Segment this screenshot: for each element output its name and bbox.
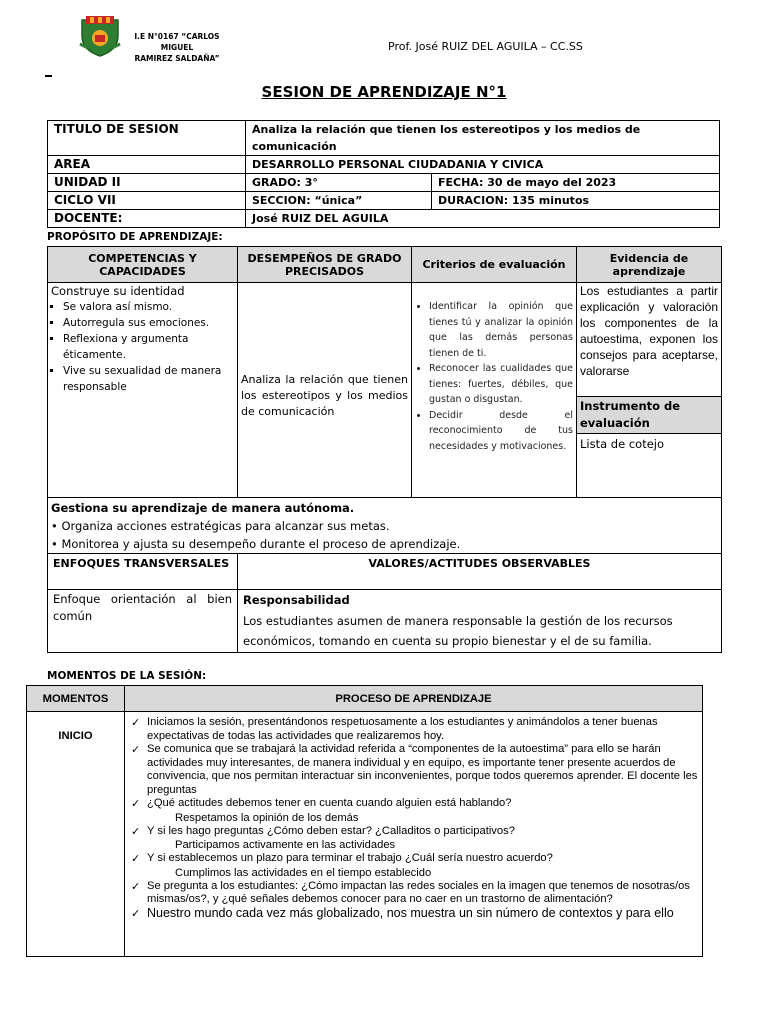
school-name xyxy=(127,31,227,64)
proceso-item xyxy=(129,852,698,880)
check-icon: ✓ xyxy=(131,906,141,920)
school-name-line2: RAMIREZ SALDAÑA” xyxy=(134,54,220,63)
proposito-label: PROPÓSITO DE APRENDIZAJE: xyxy=(47,231,223,243)
fecha-value: FECHA: 30 de mayo del 2023 xyxy=(432,174,720,192)
docente-label: DOCENTE: xyxy=(48,210,246,228)
evidencia-text: Los estudiantes a partir explicación y valoración los componentes de la autoestima, exponen los consejos para aceptarse, valorarse xyxy=(580,284,718,378)
proceso-item-text: Se comunica que se trabajará la actividad referida a “componentes de la autoestima” para ello se harán actividades muy interesantes, de manera individual y en equipo, es importante tener presente acuerdos de convivencia, que nos permitan interactuar sin inconvenientes, porque todos queremos aprender. El docente les preguntas xyxy=(147,743,698,796)
proceso-item xyxy=(129,907,698,921)
proceso-item xyxy=(129,880,698,907)
valor-cell xyxy=(238,590,722,653)
valores-label: VALORES/ACTITUDES OBSERVABLES xyxy=(238,554,722,590)
check-icon: ✓ xyxy=(131,716,141,729)
header-criterios: Criterios de evaluación xyxy=(412,247,577,283)
inicio-row xyxy=(27,712,703,957)
professor-name: Prof. José RUIZ DEL AGUILA – CC.SS xyxy=(388,40,583,53)
proceso-item xyxy=(129,825,698,853)
check-icon: ✓ xyxy=(131,879,141,893)
proceso-item-text: ¿Qué actitudes debemos tener en cuenta cuando alguien está hablando? xyxy=(147,797,512,809)
proposito-header-row xyxy=(48,247,722,283)
proceso-answer: Respetamos la opinión de los demás xyxy=(175,811,359,824)
school-logo xyxy=(78,14,122,58)
school-name-line1: I.E N°0167 “CARLOS MIGUEL xyxy=(134,32,220,52)
header-desempenos: DESEMPEÑOS DE GRADO PRECISADOS xyxy=(238,247,412,283)
capacidades-list xyxy=(51,299,234,395)
proceso-item-text: Y si les hago preguntas ¿Cómo deben estar? ¿Calladitos o participativos? xyxy=(147,824,515,837)
capacidad-item: ▪ Reflexiona y argumenta éticamente. xyxy=(63,331,234,363)
proceso-item-text: Se pregunta a los estudiantes: ¿Cómo impactan las redes sociales en la imagen que tenemos de nosotras/os mismas/os?, y ¿qué señales debemos conocer para no caer en un trastorno de alimentación? xyxy=(147,879,690,905)
desempeno-text: Analiza la relación que tienen los estereotipos y los medios de comunicación xyxy=(241,373,408,418)
gestiona-item-text: Monitorea y ajusta su desempeño durante el proceso de aprendizaje. xyxy=(61,537,461,551)
row-titulo xyxy=(48,121,720,156)
row-ciclo xyxy=(48,192,720,210)
row-area xyxy=(48,156,720,174)
check-icon: ✓ xyxy=(131,797,141,810)
docente-value: José RUIZ DEL AGUILA xyxy=(246,210,720,228)
competencia-title: Construye su identidad xyxy=(51,284,185,298)
titulo-label: TITULO DE SESION xyxy=(48,121,246,156)
row-docente xyxy=(48,210,720,228)
capacidad-item: ▪ Se valora así mismo. xyxy=(63,299,234,315)
proceso-item xyxy=(129,716,698,743)
enfoques-header-row xyxy=(48,554,722,590)
capacidad-item: ▪ Vive su sexualidad de manera responsable xyxy=(63,363,234,395)
gestiona-item-text: Organiza acciones estratégicas para alcanzar sus metas. xyxy=(61,519,390,533)
seccion-value: SECCION: “única” xyxy=(246,192,432,210)
enfoques-label: ENFOQUES TRANSVERSALES xyxy=(48,554,238,590)
enfoques-row xyxy=(48,590,722,653)
momentos-table xyxy=(26,685,703,957)
inicio-label: INICIO xyxy=(27,712,125,957)
criterio-item: • Identificar la opinión que tienes tú y analizar la opinión que las demás personas tienen de ti. xyxy=(429,299,573,361)
header-evidencia: Evidencia de aprendizaje xyxy=(577,247,722,283)
proposito-table xyxy=(47,246,722,653)
row-unidad xyxy=(48,174,720,192)
ciclo-label: CICLO VII xyxy=(48,192,246,210)
check-icon: ✓ xyxy=(131,824,141,838)
area-label: AREA xyxy=(48,156,246,174)
proposito-row-1 xyxy=(48,283,722,397)
instrumento-value: Lista de cotejo xyxy=(577,434,722,498)
proceso-item-text: Iniciamos la sesión, presentándonos respetuosamente a los estudiantes y animándolos a tener buenas expectativas de todas las actividades que realizaremos hoy. xyxy=(147,716,658,742)
header-competencias: COMPETENCIAS Y CAPACIDADES xyxy=(48,247,238,283)
desempeno-cell xyxy=(238,283,412,498)
momentos-header-row xyxy=(27,686,703,712)
criterio-item: • Decidir desde el reconocimiento de tus necesidades y motivaciones. xyxy=(429,408,573,455)
momentos-label: MOMENTOS DE LA SESIÓN: xyxy=(47,670,207,682)
instrumento-label: Instrumento de evaluación xyxy=(577,397,722,434)
duracion-value: DURACION: 135 minutos xyxy=(432,192,720,210)
page-title: SESION DE APRENDIZAJE N°1 xyxy=(261,83,507,101)
session-info-table xyxy=(47,120,720,228)
valor-text: Los estudiantes asumen de manera responsable la gestión de los recursos económicos, tomando en cuenta su propio bienestar y el de su familia. xyxy=(243,614,673,648)
gestiona-title: Gestiona su aprendizaje de manera autónoma. xyxy=(51,501,355,515)
proceso-answer: Cumplimos las actividades en el tiempo establecido xyxy=(175,866,432,879)
valor-title: Responsabilidad xyxy=(243,593,350,607)
gestiona-row xyxy=(48,498,722,554)
proceso-item-text: Nuestro mundo cada vez más globalizado, nos muestra un sin número de contextos y para ello xyxy=(147,905,674,920)
gestiona-item: • Monitorea y ajusta su desempeño durante el proceso de aprendizaje. xyxy=(51,537,461,551)
criterios-list xyxy=(415,299,573,454)
grado-value: GRADO: 3° xyxy=(246,174,432,192)
check-icon: ✓ xyxy=(131,852,141,865)
gestiona-item: • Organiza acciones estratégicas para alcanzar sus metas. xyxy=(51,519,390,533)
check-icon: ✓ xyxy=(131,743,141,756)
gestiona-cell xyxy=(48,498,722,554)
criterio-item: • Reconocer las cualidades que tienes: fuertes, débiles, que gustan o disgustan. xyxy=(429,361,573,408)
proceso-list xyxy=(129,712,698,920)
proceso-item xyxy=(129,743,698,797)
capacidad-item: ▪ Autorregula sus emociones. xyxy=(63,315,234,331)
evidencia-cell xyxy=(577,283,722,397)
proceso-answer: Participamos activamente en las actividades xyxy=(175,839,396,851)
proceso-cell xyxy=(125,712,703,957)
header-proceso: PROCESO DE APRENDIZAJE xyxy=(125,686,703,712)
dash-mark xyxy=(45,75,52,77)
proceso-item xyxy=(129,797,698,825)
proceso-item-text: Y si establecemos un plazo para terminar el trabajo ¿Cuál sería nuestro acuerdo? xyxy=(147,852,553,864)
criterios-cell xyxy=(412,283,577,498)
enfoque-value: Enfoque orientación al bien común xyxy=(48,590,238,653)
area-value: DESARROLLO PERSONAL CIUDADANIA Y CIVICA xyxy=(246,156,720,174)
header-momentos: MOMENTOS xyxy=(27,686,125,712)
unidad-label: UNIDAD II xyxy=(48,174,246,192)
titulo-value: Analiza la relación que tienen los estereotipos y los medios de comunicación xyxy=(246,121,720,156)
competencias-cell xyxy=(48,283,238,498)
